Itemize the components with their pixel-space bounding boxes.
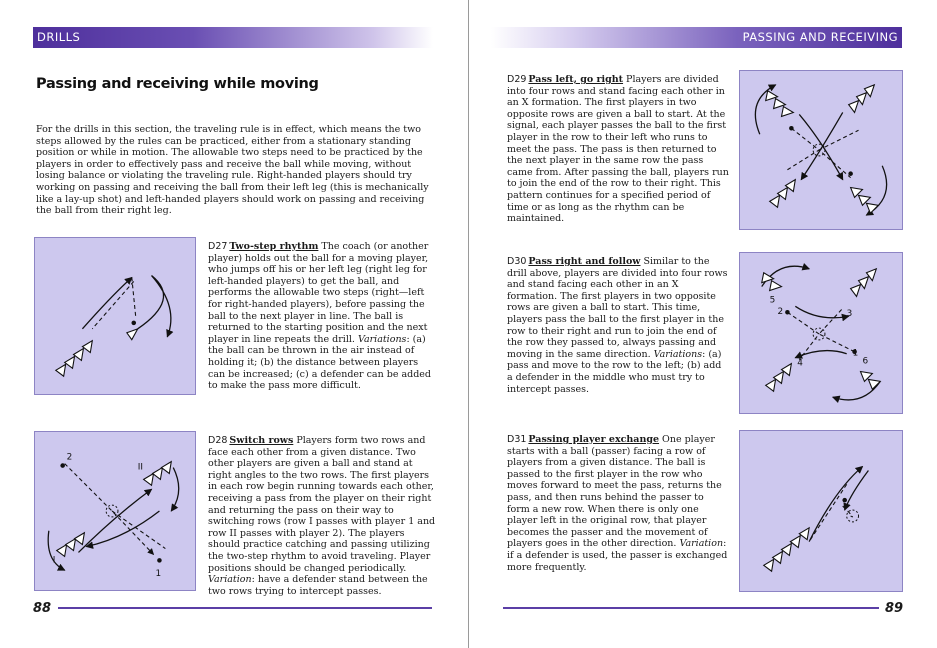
d29-ball-dot (848, 171, 853, 176)
d28-pass-line-b (112, 511, 165, 549)
drill-variations-text: : (a) pass and move to the row to the left; (b) add a defender in the middle who must try to intercept passes. (507, 348, 722, 395)
right-page (469, 0, 937, 648)
d27-return-path (138, 276, 171, 337)
drill-text: The coach (or another player) holds out the ball for a moving player, who jumps off his or her left leg (right leg for left-handed players) to get the ball, and performs the allowable two steps (right—left for right-handed players), before passing the ball to the next player in line. The ball is returned to the starting position and the next player in line repeats the drill. (208, 241, 429, 345)
d31-row-player (773, 551, 783, 563)
d30-tl-player (770, 281, 782, 291)
d28-run-path-b (86, 511, 159, 547)
right-header-title: PASSING AND RECEIVING (742, 30, 898, 44)
drill-text: Players are divided into four rows and stand facing each other in an X formation. The first players in two opposite rows are given a ball to start. At the signal, each player passes the ball to the first player in the row to their left who runs to meet the pass. The pass is then returned to the next player in the same row the pass came from. After passing the ball, players run to join the end of the row to their right. This pattern continues for a specified period of time or as long as the rhythm can be maintained. (507, 74, 729, 225)
drill-variations-text: : if a defender is used, the passer is exchanged more frequently. (507, 538, 728, 573)
d30-label-6: 6 (862, 356, 869, 367)
drill-variations-text: : (a) the ball can be thrown in the air instead of holding it; (b) the distance between players can be increased; (c) a defender can be added to make the pass more difficult. (208, 333, 431, 392)
drill-name: Passing player exchange (528, 434, 660, 445)
drill-variations-label: Variations (653, 348, 703, 360)
d31-row-player (781, 544, 791, 556)
drill-number: D29 (507, 74, 527, 85)
drill-d28 (208, 435, 436, 597)
d30-pass-line-a (787, 312, 819, 359)
drill-text: Similar to the drill above, players are divided into four rows and stand facing each other in an X formation. The first players in two opposite rows are given a ball to start. This time, players pass the ball to the first player in the row to their right and run to join the end of the row they passed to, always passing and moving in the same direction. (507, 256, 728, 360)
d28-label-1: 1 (155, 569, 162, 580)
d29-bl-player (770, 195, 780, 207)
diagram-d31-svg (740, 431, 902, 591)
d30-label-4: 4 (797, 358, 803, 369)
drill-number: D30 (507, 256, 527, 267)
d30-label-2: 2 (777, 307, 784, 318)
diagram-d31 (739, 430, 903, 592)
drill-variations-label: Variations (357, 333, 407, 345)
drill-d29 (507, 74, 729, 225)
drill-name: Pass left, go right (528, 74, 624, 85)
d28-row2-player (144, 473, 154, 485)
d28-row2-player (153, 468, 163, 480)
drill-name: Switch rows (229, 435, 294, 446)
drill-d30 (507, 256, 729, 395)
drill-d27 (208, 241, 436, 392)
d27-player-marker (82, 341, 92, 353)
d28-ball-dot-2 (60, 463, 65, 468)
d31-ball-dot (842, 498, 847, 503)
d28-row1-player (75, 533, 85, 545)
right-page-number: 89 (885, 601, 904, 616)
section-title: Passing and receiving while moving (36, 76, 319, 92)
d30-label-5: 5 (769, 295, 776, 306)
drill-number: D27 (208, 241, 228, 252)
d27-player-marker (56, 364, 66, 376)
d27-coach-marker (127, 329, 138, 340)
drill-variations-text: : have a defender stand between the two rows trying to intercept passes. (208, 574, 428, 597)
d29-tl-player (782, 107, 794, 117)
d31-row-player (764, 559, 774, 571)
d31-loop-path (843, 506, 853, 517)
d28-row1-player (66, 539, 76, 551)
d27-player-marker (74, 349, 84, 361)
d28-label-2: 2 (66, 452, 73, 463)
diagram-d27-svg (35, 238, 195, 394)
diagram-d30 (739, 252, 903, 414)
left-footer-rule (58, 607, 432, 609)
drill-d31 (507, 434, 729, 573)
d30-bl-player (766, 379, 776, 391)
d28-run-path-a (78, 489, 151, 552)
d29-pass-line-a (791, 128, 858, 150)
diagram-d29-svg (740, 71, 902, 229)
d29-pass-line-b (787, 150, 850, 178)
d30-ball-dot (785, 310, 790, 315)
d28-curve-right (171, 468, 178, 511)
d30-label-1: 1 (852, 348, 859, 359)
diagram-d28-svg (35, 432, 195, 590)
d31-return-path (845, 471, 869, 511)
left-header-title: DRILLS (37, 30, 81, 44)
d31-row-player (790, 536, 800, 548)
diagram-d29 (739, 70, 903, 230)
diagram-d28 (34, 431, 196, 591)
left-page (0, 0, 468, 648)
drill-variations-label: Variation (208, 574, 252, 586)
d31-pass-line (809, 484, 847, 541)
d29-curve-tl (755, 85, 775, 134)
d29-ball-dot (789, 126, 794, 131)
d31-run-path (809, 467, 862, 542)
left-page-number: 88 (33, 601, 52, 616)
d30-run-path-a (795, 306, 848, 317)
d27-return-line (92, 281, 133, 328)
d28-ball-dot-1 (157, 558, 162, 563)
d27-player-marker (65, 356, 75, 368)
drill-name: Two-step rhythm (229, 241, 319, 252)
drill-number: D28 (208, 435, 228, 446)
diagram-d30-svg (740, 253, 902, 413)
right-header-bar (491, 27, 902, 48)
d27-run-path (82, 277, 131, 328)
d29-tr-player (849, 101, 859, 113)
drill-variations-label: Variation (679, 538, 724, 550)
d28-label-I: I (52, 555, 56, 566)
right-footer-rule (503, 607, 879, 609)
diagram-d27 (34, 237, 196, 395)
d27-ball-dot (131, 321, 136, 326)
drill-number: D31 (507, 434, 527, 445)
d28-row1-player (57, 545, 67, 557)
d31-row-player (799, 528, 809, 540)
left-header-bar (33, 27, 433, 48)
drill-text: Players form two rows and face each other from a given distance. Two other players are given a ball and stand at right angles to the two rows. The first players in each row begin running towards each other, receiving a pass from the player on their right and returning the pass on their way to switching rows (row I passes with player 1 and row II passes with player 2). The players should practice catching and passing utilizing the two-step rhythm to avoid traveling. Player positions should be changed periodically. (208, 435, 436, 574)
drill-text: One player starts with a ball (passer) facing a row of players from a given distance. The ball is passed to the first player in the row who moves forward to meet the pass, returns the pass, and then runs behind the passer to form a new row. When there is only one player left in the original row, that player becomes the passer and the movement of players goes in the other direction. (507, 434, 722, 550)
d28-row2-player (161, 462, 171, 474)
d28-label-II: II (137, 462, 143, 473)
intro-paragraph: For the drills in this section, the traveling rule is in effect, which means the two steps allowed by the rules can be practiced, either from a stationary standing position or while in motion. The allowable two steps need to be practiced by the players in order to effectively pass and receive the ball while moving, without losing balance or violating the traveling rule. Right-handed players should try working on passing and receiving the ball from their left leg (this is mechanically like a lay-up shot) and left-handed players should work on passing and receiving the ball from their right leg. (36, 124, 429, 217)
d30-label-3: 3 (846, 309, 853, 320)
drill-name: Pass right and follow (528, 256, 641, 267)
d30-tr-player (851, 285, 861, 297)
